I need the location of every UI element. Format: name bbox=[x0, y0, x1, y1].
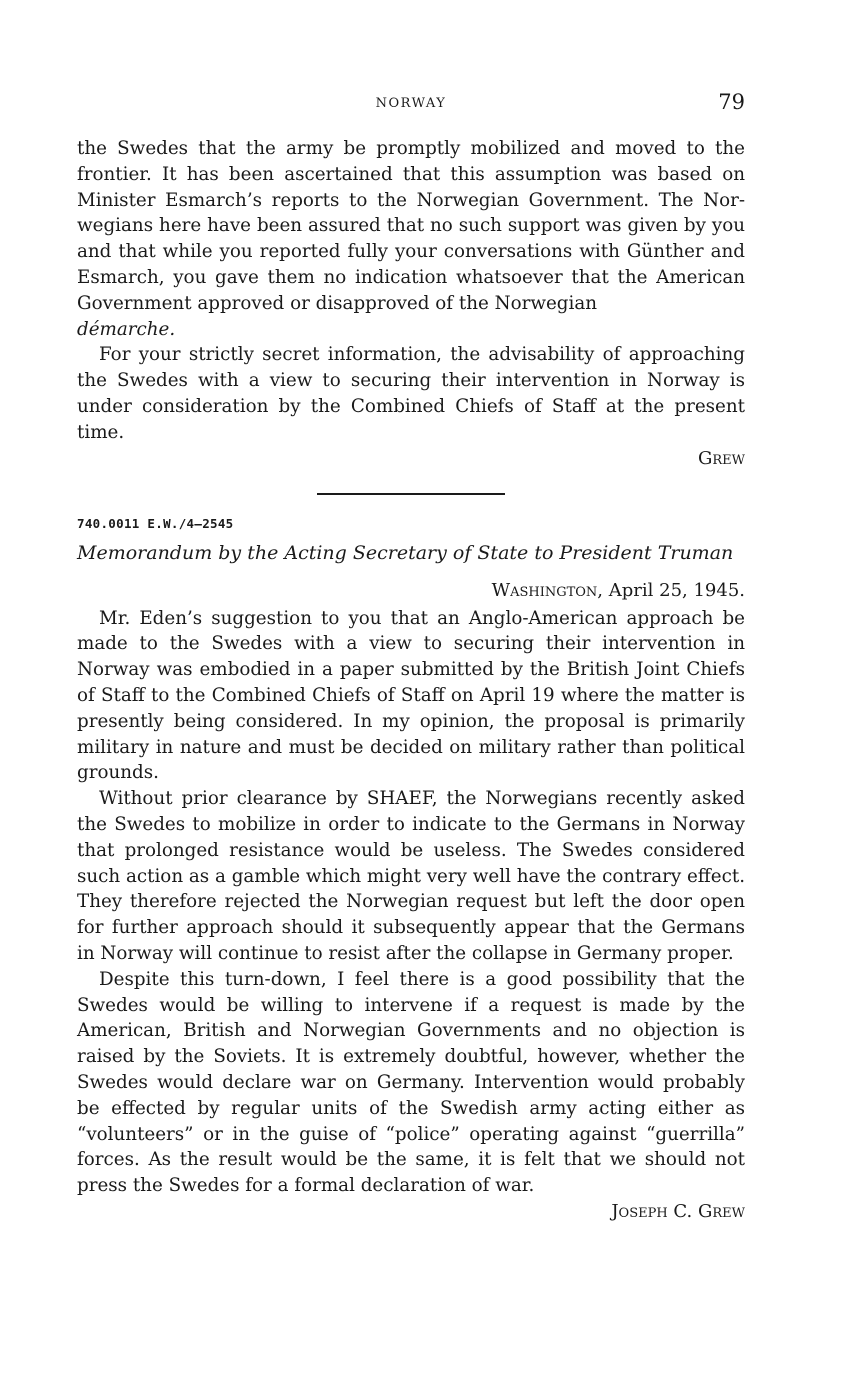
page-number: 79 bbox=[718, 90, 745, 114]
signature-grew: Grew bbox=[697, 447, 745, 469]
signature-joseph-c-grew: Joseph C. Grew bbox=[611, 1200, 745, 1222]
continued-paragraph-text: the Swedes that the army be promptly mobilized and moved to the frontier. It has been ascertained that this assumption was based on Minister Esmarch’s reports to the Norwegian Government. The Norwegians here have been assured that no such support was given by you and that while you reported fully your conversations with Günther and Esmarch, you gave them no indication whatsoever that the American Government approved or disapproved of the Norwegian bbox=[77, 138, 745, 314]
page-header bbox=[77, 86, 745, 126]
dateline bbox=[77, 578, 745, 604]
file-number: 740.0011 E.W./4–2545 bbox=[77, 515, 234, 531]
section-divider bbox=[317, 493, 505, 495]
memo-paragraph-1: Mr. Eden’s suggestion to you that an Anglo-American approach be made to the Swedes with a view to securing their intervention in Norway was embodied in a paper submitted by the British Joint Chiefs of Staff to the Combined Chiefs of Staff on April 19 where the matter is presently being considered. In my opinion, the proposal is primarily military in nature and must be decided on military rather than political grounds. bbox=[77, 607, 745, 784]
document-title: Memorandum by the Acting Secretary of State to President Truman bbox=[77, 541, 734, 564]
memo-paragraph-2: Without prior clearance by SHAEF, the Norwegians recently asked the Swedes to mobilize in order to indicate to the Germans in Norway that prolonged resistance would be useless. The Swedes considered such action as a gamble which might very well have the contrary effect. They therefore rejected the Norwegian request but left the door open for further approach should it subsequently appear that the Germans in Norway will continue to resist after the collapse in Germany proper. bbox=[77, 788, 746, 964]
continued-paragraph bbox=[77, 136, 745, 342]
dateline-place: Washington, bbox=[491, 579, 604, 601]
running-title: NORWAY bbox=[375, 96, 447, 111]
memo-paragraph-3: Despite this turn-down, I feel there is a good possibility that the Swedes would be willing to intervene if a request is made by the American, British and Norwegian Governments and no objection is raised by the Soviets. It is extremely doubtful, however, whether the Swedes would declare war on Germany. Intervention would probably be effected by regular units of the Swedish army acting either as “volunteers” or in the guise of “police” operating against “guerrilla” forces. As the result would be the same, it is felt that we should not press the Swedes for a formal declaration of war. bbox=[77, 968, 745, 1197]
secret-information-paragraph: For your strictly secret information, the advisability of approaching the Swedes with a view to securing their intervention in Norway is under consideration by the Combined Chiefs of Staff at the present time. bbox=[77, 344, 745, 443]
dateline-date: April 25, 1945. bbox=[608, 579, 745, 601]
page-body bbox=[77, 136, 745, 1225]
demarche-term: démarche. bbox=[77, 318, 176, 340]
